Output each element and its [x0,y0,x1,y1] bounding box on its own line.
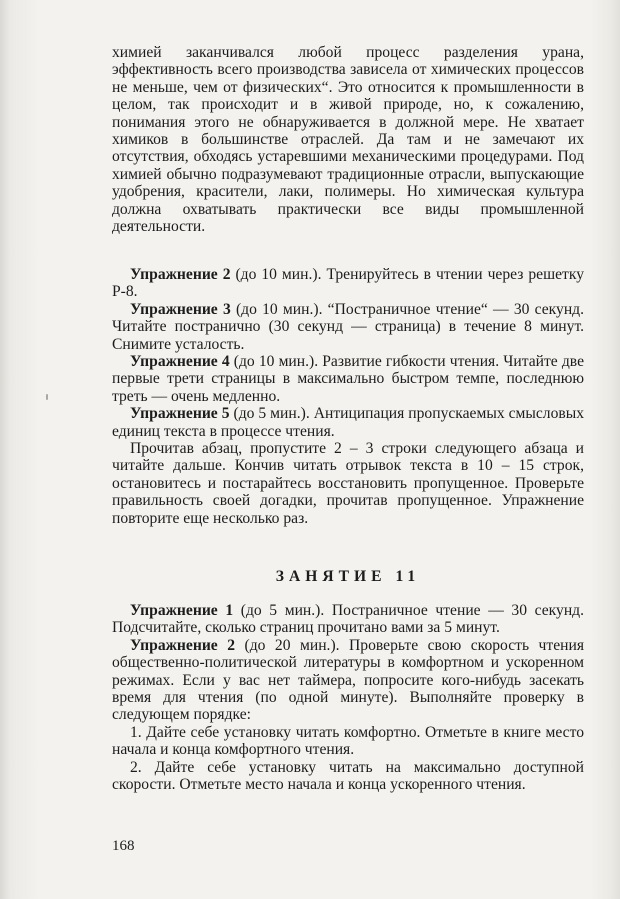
exercise-text: (до 20 мин.). Проверьте свою скорость чтения общественно-политической литературы в комфортном и ускоренном режимах. Если у вас нет таймера, попросите кого-нибудь засекать время для чтения (по одной минуте). Выполняйте проверку в следующем порядке: [112,636,584,724]
exercises-block-b [112,602,584,793]
step-paragraph: 1. Дайте себе установку читать комфортно. Отметьте в книге место начала и конца комфортного чтения. [112,723,584,759]
exercise-label: Упражнение 2 [130,266,231,283]
exercise-label: Упражнение 4 [130,353,230,371]
exercise-text: (до 10 мин.). “Постраничное чтение“ — 30 секунд. Читайте постранично (30 секунд — страница) в течение 8 минут. Снимите усталость. [112,300,585,353]
exercise-paragraph [112,353,584,405]
page-number: 168 [112,838,135,854]
exercise-continuation: Прочитав абзац, пропустите 2 – 3 строки следующего абзаца и читайте дальше. Кончив читать отрывок текста в 10 – 15 строк, остановитесь и постарайтесь восстановить пропущенное. Проверьте правильность своей догадки, прочитав пропущенное. Упражнение повторите еще несколько раз. [112,440,584,527]
exercise-label: Упражнение 5 [130,405,230,423]
exercise-text: (до 10 мин.). Развитие гибкости чтения. Читайте две первые трети страницы в максимально быстром темпе, последнюю треть — очень медленно. [112,353,584,405]
exercise-label: Упражнение 2 [130,636,236,654]
exercise-label: Упражнение 1 [130,602,234,619]
body-text-top [112,44,584,235]
exercise-paragraph [112,405,584,440]
scan-speck [46,394,48,400]
exercise-paragraph [112,637,584,724]
step-paragraph: 2. Дайте себе установку читать на максимально доступной скорости. Отметьте место начала и конца ускоренного чтения. [112,758,584,794]
lesson-heading: ЗАНЯТИЕ 11 [275,568,421,585]
exercise-paragraph [112,602,584,637]
exercise-text: (до 5 мин.). Антиципация пропускаемых смысловых единиц текста в процессе чтения. [112,405,584,440]
exercises-block-a [112,266,584,527]
exercise-label: Упражнение 3 [130,300,231,318]
paragraph-chemistry: химией заканчивался любой процесс разделения урана, эффективность всего производства зависела от химических процессов не меньше, чем от физических“. Это относится к промышленности в целом, так происходит и в живой природе, но, к сожалению, понимания этого не обнаруживается в должной мере. Не хватает химиков в большинстве отраслей. Да там и не замечают их отсутствия, обходясь устаревшими механическими процедурами. Под химией обычно подразумевают традиционные отрасли, выпускающие удобрения, красители, лаки, полимеры. Но химическая культура должна охватывать практически все виды промышленной деятельности. [112,44,584,236]
exercise-paragraph [112,301,584,353]
exercise-text: (до 5 мин.). Постраничное чтение — 30 секунд. Подсчитайте, сколько страниц прочитано вами за 5 минут. [112,602,584,637]
exercise-text: (до 10 мин.). Тренируйтесь в чтении через решетку Р-8. [112,266,585,301]
exercise-paragraph [112,266,584,301]
